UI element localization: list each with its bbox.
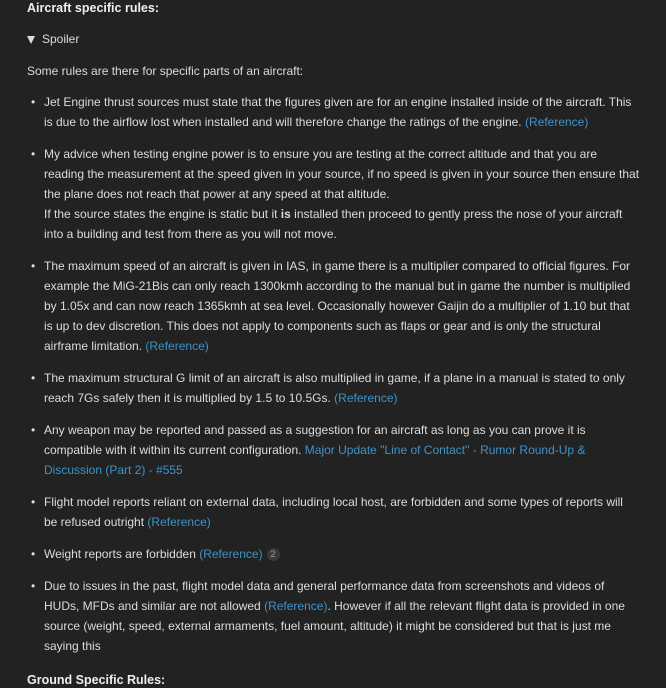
rule-text: HUDs, MFDs and similar are not allowed <box>44 599 261 613</box>
reference-link[interactable]: (Reference) <box>147 515 211 529</box>
list-item <box>31 92 656 132</box>
bullet-icon: • <box>31 147 36 161</box>
bullet-icon: • <box>31 423 36 437</box>
topic-link[interactable]: Major Update "Line of Contact" - Rumor Round-Up & <box>304 443 586 457</box>
reference-link[interactable]: (Reference) <box>524 115 589 129</box>
rule-text: If the source states the engine is static but it <box>44 207 281 221</box>
rule-text: is up to dev discretion. This does not apply to components such as flaps or gear and is only the structural <box>44 319 601 333</box>
rule-text: Any weapon may be reported and passed as a suggestion for an aircraft as long as you can prove it is <box>44 423 586 437</box>
intro-text: Some rules are there for specific parts of an aircraft: <box>27 64 304 78</box>
rule-text: The maximum speed of an aircraft is given in IAS, in game there is a multiplier compared to official figures. For <box>44 259 631 273</box>
rule-text: installed then proceed to gently press the nose of your aircraft <box>290 207 623 221</box>
triangle-down-icon <box>27 36 35 44</box>
rule-text: Due to issues in the past, flight model data and general performance data from screenshots and videos of <box>44 579 605 593</box>
reference-link[interactable]: (Reference) <box>334 391 398 405</box>
rule-text: Jet Engine thrust sources must state that the figures given are for an engine installed inside of the aircraft. This <box>44 95 632 109</box>
bullet-icon: • <box>31 371 36 385</box>
bullet-icon: • <box>31 579 36 593</box>
rule-text: saying this <box>44 639 101 653</box>
rule-text: Weight reports are forbidden <box>44 547 196 561</box>
reference-link[interactable]: (Reference) <box>199 547 263 561</box>
rule-text: Flight model reports reliant on external data, including local host, are forbidden and some types of reports will <box>44 495 623 509</box>
rule-text: reading the measurement at the speed given in your source, if no speed is given in your source then ensure that <box>44 167 640 181</box>
aircraft-rules-heading: Aircraft specific rules: <box>27 1 159 15</box>
topic-link[interactable]: Discussion (Part 2) - #555 <box>44 463 183 477</box>
ground-rules-heading: Ground Specific Rules: <box>27 673 166 687</box>
list-item <box>31 368 656 408</box>
rule-text: airframe limitation. <box>44 339 143 353</box>
list-item <box>31 420 656 480</box>
spoiler-label: Spoiler <box>42 32 80 46</box>
rule-text: My advice when testing engine power is to ensure you are testing at the correct altitude and that you are <box>44 147 597 161</box>
spoiler-toggle[interactable] <box>27 32 79 46</box>
bullet-icon: • <box>31 547 36 561</box>
rule-text: be refused outright <box>44 515 145 529</box>
list-item <box>31 256 656 356</box>
rule-text: source (weight, speed, external armaments, fuel amount, altitude) it might be considered but that is just me <box>44 619 611 633</box>
emphasis-text: is <box>280 207 291 221</box>
rule-text: reach 7Gs safely then it is multiplied by 1.5 to 10.5Gs. <box>44 391 331 405</box>
bullet-icon: • <box>31 95 36 109</box>
list-item <box>31 544 656 564</box>
rule-text: by 1.05x and can now reach 1365kmh at sea level. Occasionally however Gaijin do a multiplier of 1.10 but that <box>44 299 630 313</box>
rule-text: into a building and test from there as you will not move. <box>44 227 337 241</box>
rule-text: the plane does not reach that power at any speed at that altitude. <box>44 187 390 201</box>
list-item <box>31 492 656 532</box>
rule-text: . However if all the relevant flight data is provided in one <box>327 599 625 613</box>
rule-text: compatible with it within its current configuration. <box>44 443 302 457</box>
list-item <box>31 144 656 244</box>
reference-link[interactable]: (Reference) <box>145 339 209 353</box>
bullet-icon: • <box>31 259 36 273</box>
bullet-icon: • <box>31 495 36 509</box>
rule-text: is due to the airflow lost when installed and will therefore change the ratings of the engine. <box>44 115 522 129</box>
click-count-badge: 2 <box>267 548 280 561</box>
rule-text: example the MiG-21Bis can only reach 1300kmh according to the manual but in game the number is multiplied <box>44 279 631 293</box>
reference-link[interactable]: (Reference) <box>264 599 328 613</box>
list-item <box>31 576 656 656</box>
rule-text: The maximum structural G limit of an aircraft is also multiplied in game, if a plane in a manual is stated to only <box>44 371 625 385</box>
